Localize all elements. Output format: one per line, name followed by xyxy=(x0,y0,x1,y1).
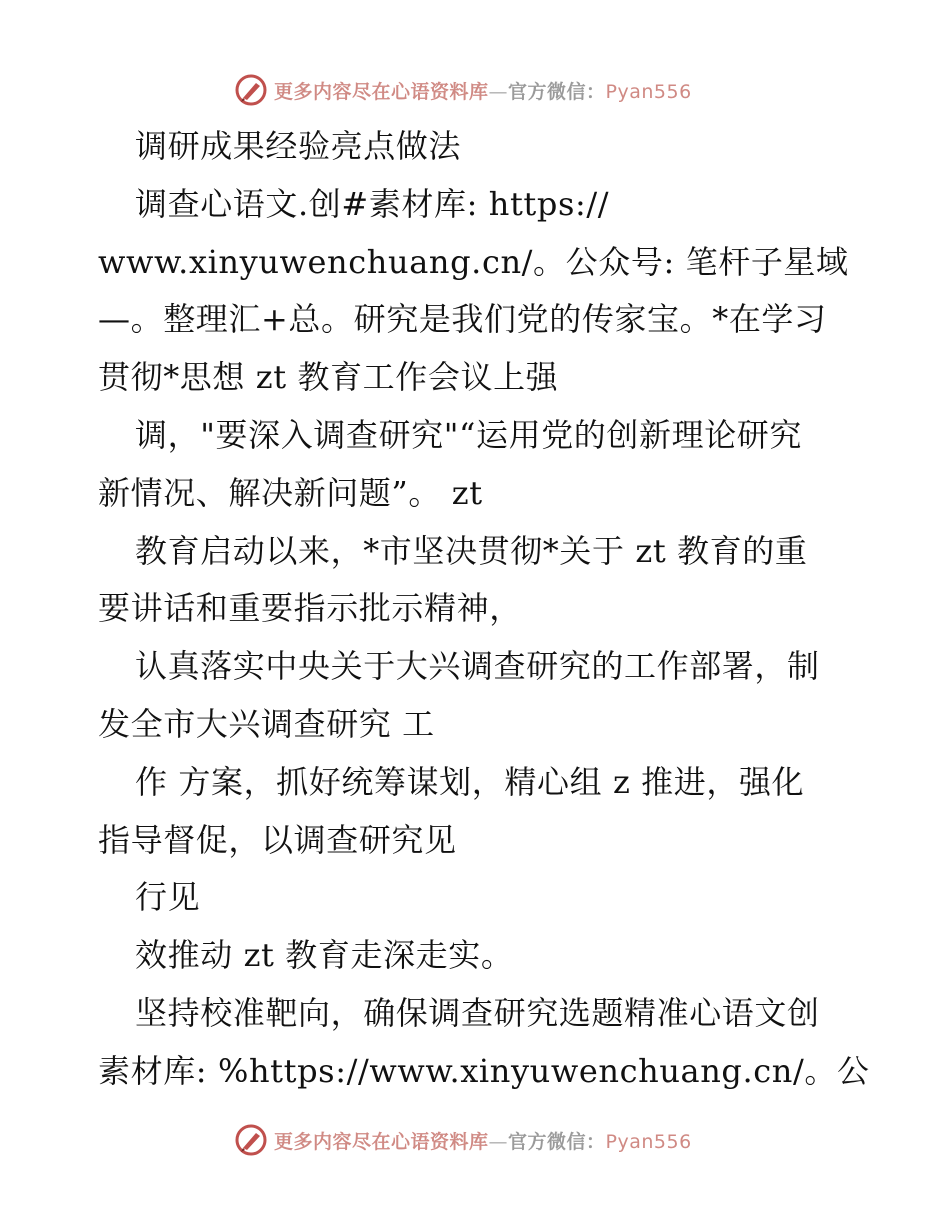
banner-official-label: 官方微信： xyxy=(508,80,606,103)
text-line: 指导督促，以调查研究见 xyxy=(98,820,457,859)
text-line: 发全市大兴调查研究 工 xyxy=(98,704,435,743)
pen-logo-icon xyxy=(234,73,268,107)
text-line: 作 方案，抓好统筹谋划，精心组 z 推进，强化 xyxy=(135,762,805,801)
banner-wechat-id: Pyan556 xyxy=(605,1130,692,1153)
header-banner xyxy=(234,70,692,110)
document-title: 调研成果经验亮点做法 xyxy=(135,127,462,165)
text-line: 调查心语文.创#素材库: https:// xyxy=(135,184,610,223)
text-line: 坚持校准靶向，确保调查研究选题精准心语文创 xyxy=(135,993,820,1032)
text-line: 认真落实中央关于大兴调查研究的工作部署，制 xyxy=(135,647,820,686)
text-line: www.xinyuwenchuang.cn/。公众号: 笔杆子星域 xyxy=(98,242,849,281)
banner-slogan: 更多内容尽在心语资料库 xyxy=(274,1130,489,1153)
banner-dash: — xyxy=(488,1130,509,1153)
text-line: 素材库: %https://www.xinyuwenchuang.cn/。公 xyxy=(98,1051,870,1090)
banner-official-label: 官方微信： xyxy=(508,1130,606,1153)
banner-text xyxy=(274,77,692,104)
banner-slogan: 更多内容尽在心语资料库 xyxy=(274,80,489,103)
text-line: 调，"要深入调查研究"“运用党的创新理论研究 xyxy=(135,415,802,454)
text-line: 效推动 zt 教育走深走实。 xyxy=(135,936,514,975)
text-line: 行见 xyxy=(135,878,201,917)
banner-text xyxy=(274,1127,692,1154)
text-line: —。整理汇+总。研究是我们党的传家宝。*在学习 xyxy=(98,300,827,339)
text-line: 要讲话和重要指示批示精神， xyxy=(98,589,522,628)
banner-dash: — xyxy=(488,80,509,103)
text-line: 贯彻*思想 zt 教育工作会议上强 xyxy=(98,358,559,397)
footer-banner xyxy=(234,1120,692,1160)
text-line: 新情况、解决新问题”。 zt xyxy=(98,473,483,512)
document-body xyxy=(98,118,870,1101)
banner-wechat-id: Pyan556 xyxy=(605,80,692,103)
text-line: 教育启动以来，*市坚决贯彻*关于 zt 教育的重 xyxy=(135,531,808,570)
pen-logo-icon xyxy=(234,1123,268,1157)
